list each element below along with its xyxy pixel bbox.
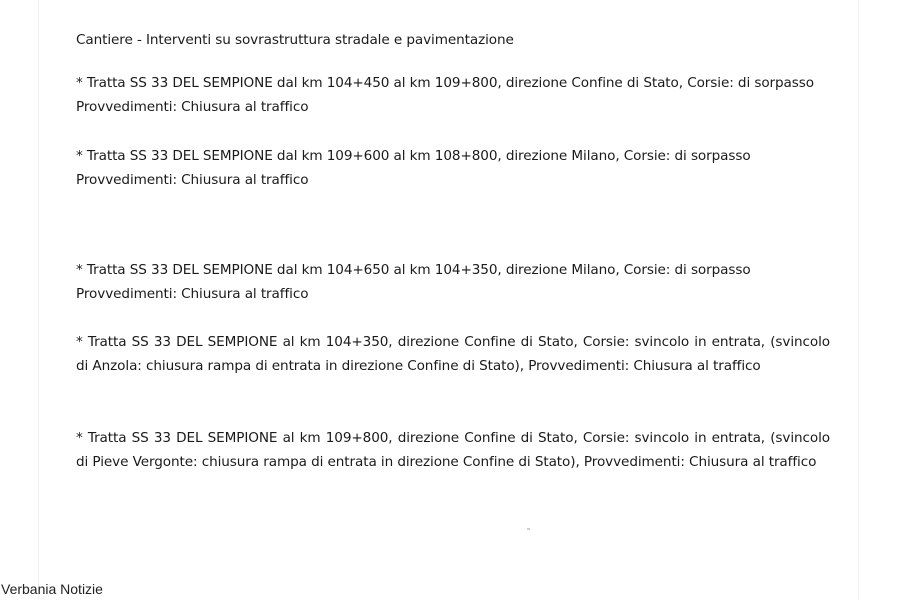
closure-item-5: * Tratta SS 33 DEL SEMPIONE al km 109+800, direzione Confine di Stato, Corsie: svincolo in entrata, (svincolo di Pieve Vergonte: chiusura rampa di entrata in direzione Confine di Stato), Provvedimenti: Chiusura al traffico: [76, 430, 830, 470]
document-heading: Cantiere - Interventi su sovrastruttura stradale e pavimentazione: [76, 32, 514, 48]
closure-item-3: * Tratta SS 33 DEL SEMPIONE dal km 104+650 al km 104+350, direzione Milano, Corsie: di sorpasso Provvedimenti: Chiusura al traffico: [76, 262, 751, 302]
closure-item-4: * Tratta SS 33 DEL SEMPIONE al km 104+350, direzione Confine di Stato, Corsie: svincolo in entrata, (svincolo di Anzola: chiusura rampa di entrata in direzione Confine di Stato), Provvedimenti: Chiusura al traffico: [76, 334, 830, 374]
scan-edge-right: [858, 0, 859, 600]
scan-edge-left: [38, 0, 39, 600]
closure-item-1: * Tratta SS 33 DEL SEMPIONE dal km 104+450 al km 109+800, direzione Confine di Stato, Corsie: di sorpasso Provvedimenti: Chiusura al traffico: [76, 75, 814, 115]
source-watermark: Verbania Notizie: [1, 581, 103, 597]
closure-item-2: * Tratta SS 33 DEL SEMPIONE dal km 109+600 al km 108+800, direzione Milano, Corsie: di sorpasso Provvedimenti: Chiusura al traffico: [76, 148, 751, 188]
scan-speck: [527, 528, 530, 530]
